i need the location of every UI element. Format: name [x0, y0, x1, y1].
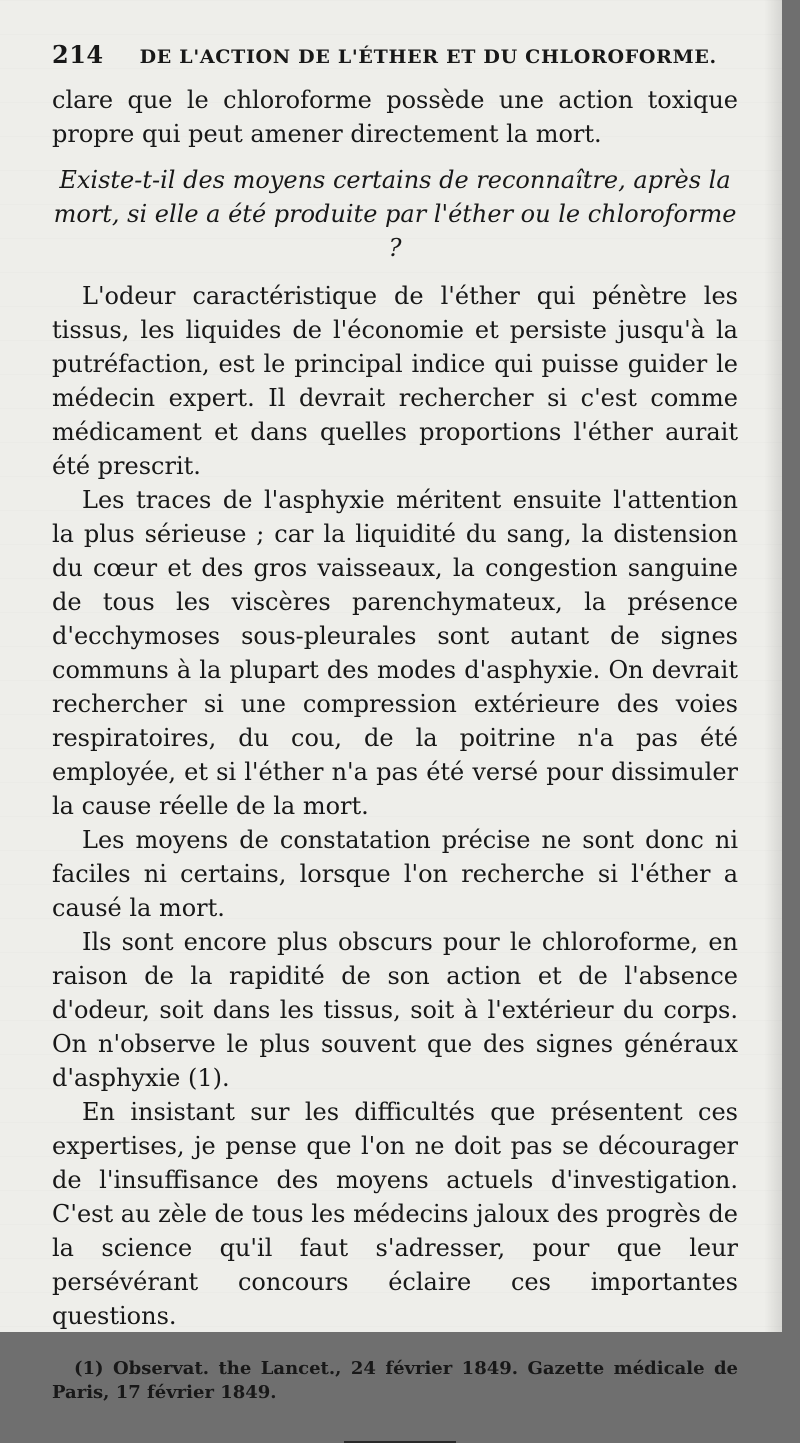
paragraph-chloroform: Ils sont encore plus obscurs pour le chloroforme, en raison de la rapidité de son action et de l'absence d'odeur, soit dans les tissus, soit à l'extérieur du corps. On n'observe le plus souvent que des signes généraux d'asphyxie (1). [52, 928, 738, 1092]
paragraph-ether-odor: L'odeur caractéristique de l'éther qui pénètre les tissus, les liquides de l'économie et persiste jusqu'à la putréfaction, est le principal indice qui puisse guider le médecin expert. Il devrait rechercher si c'est comme médicament et dans quelles proportions l'éther aurait été prescrit. [52, 282, 738, 480]
page-header [52, 40, 738, 69]
page-number: 214 [52, 40, 104, 69]
footnote: (1) Observat. the Lancet., 24 février 1849. Gazette médicale de Paris, 17 février 1849. [52, 1358, 738, 1403]
paragraph-asphyxia-traces: Les traces de l'asphyxie méritent ensuite l'attention la plus sérieuse ; car la liquidité du sang, la distension du cœur et des gros vaisseaux, la congestion sanguine de tous les viscères parenchymateux, la présence d'ecchymoses sous-pleurales sont autant de signes communs à la plupart des modes d'asphyxie. On devrait rechercher si une compression extérieure des voies respiratoires, du cou, de la poitrine n'a pas été employée, et si l'éther n'a pas été versé pour dissimuler la cause réelle de la mort. [52, 486, 738, 820]
paragraph-means-of-proof: Les moyens de constatation précise ne sont donc ni faciles ni certains, lorsque l'on recherche si l'éther a causé la mort. [52, 826, 738, 922]
section-question: Existe-t-il des moyens certains de reconnaître, après la mort, si elle a été produite par l'éther ou le chloroforme ? [53, 166, 737, 262]
running-head: DE L'ACTION DE L'ÉTHER ET DU CHLOROFORME. [139, 46, 717, 68]
page-content [52, 83, 738, 1443]
paragraph-conclusion: En insistant sur les difficultés que présentent ces expertises, je pense que l'on ne doit pas se décourager de l'insuffisance des moyens actuels d'investigation. C'est au zèle de tous les médecins jaloux des progrès de la science qu'il faut s'adresser, pour que leur persévérant concours éclaire ces importantes questions. [52, 1098, 738, 1330]
page-edge-shadow [764, 0, 782, 1332]
paragraph-continuation: clare que le chloroforme possède une action toxique propre qui peut amener directement la mort. [52, 86, 738, 148]
